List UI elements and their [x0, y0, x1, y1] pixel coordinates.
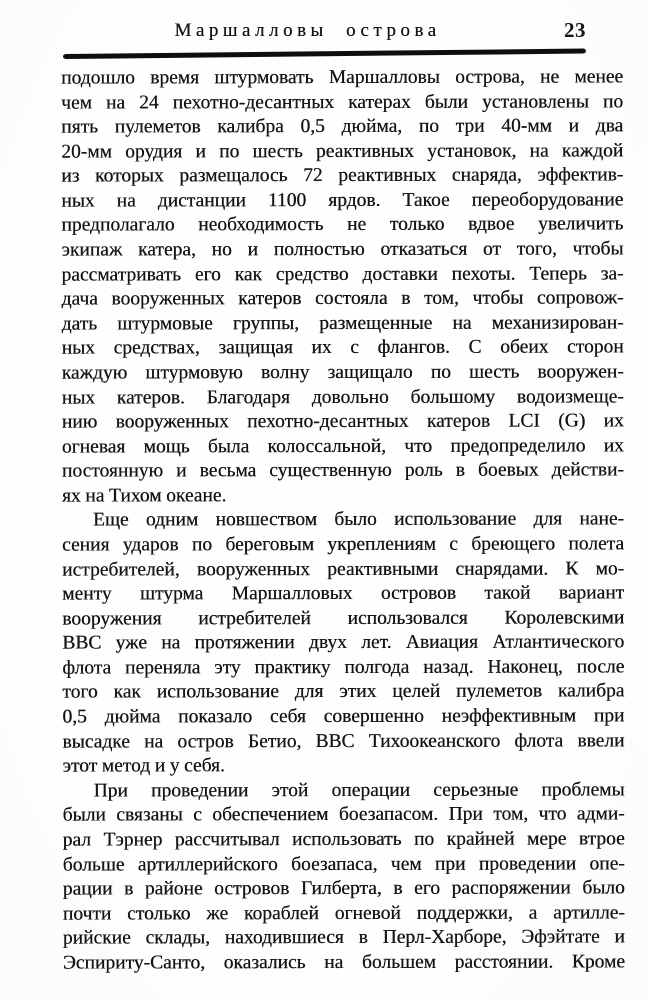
text-line: 0,5 дюйма показало себя совершенно неэффективным при: [62, 705, 625, 728]
text-line: ных катеров. Благодаря довольно большому водоизмеще-: [61, 385, 624, 409]
text-line: При проведении этой операции серьезные проблемы: [93, 779, 625, 802]
text-line: пять пулеметов калибра 0,5 дюйма, по три 40-мм и два: [61, 115, 624, 138]
body-text: [61, 65, 625, 976]
page-number: 23: [564, 18, 586, 42]
text-line: из которых размещалось 72 реактивных снаряда, эффектив-: [61, 164, 624, 187]
text-line: рал Тэрнер рассчитывал использовать по крайней мере втрое: [62, 828, 625, 851]
text-line: этот метод и у себя.: [62, 755, 225, 777]
text-line: были связаны с обеспечением боезапасом. При том, что адми-: [62, 803, 625, 826]
text-line: ных на дистанции 1100 ярдов. Такое переоборудование: [61, 189, 624, 212]
text-line: дать штурмовые группы, размещенные на механизирован-: [61, 312, 624, 335]
paragraph: [62, 508, 625, 780]
text-line: огневая мощь была колоссальной, что предопределило их: [61, 435, 624, 458]
text-line: ях на Тихом океане.: [61, 485, 227, 507]
text-line: Эспириту-Санто, оказались на большем расстоянии. Кроме: [62, 951, 625, 974]
text-line: рассматривать его как средство доставки пехоты. Теперь за-: [61, 263, 624, 286]
text-line: дача вооруженных катеров состояла в том, чтобы сопровож-: [61, 287, 624, 310]
running-header: [63, 20, 586, 46]
text-line: менту штурма Маршалловых островов такой вариант: [62, 582, 625, 605]
text-line: 20-мм орудия и по шесть реактивных установок, на каждой: [61, 140, 624, 163]
text-line: рийские склады, находившиеся в Перл-Харборе, Эфэйтате и: [62, 926, 625, 949]
text-line: вооружения истребителей использовался Королевскими: [62, 607, 625, 630]
text-line: Еще одним новшеством было использование для нане-: [92, 508, 625, 531]
text-line: чем на 24 пехотно-десантных катерах были установлены по: [61, 90, 624, 114]
text-line: истребителей, вооруженных реактивными снарядами. К мо-: [62, 557, 625, 581]
text-line: предполагало необходимость не только вдвое увеличить: [61, 213, 624, 237]
text-line: сения ударов по береговым укреплениям с бреющего полета: [62, 533, 625, 556]
text-line: флота переняла эту практику полгода назад. Наконец, после: [62, 656, 625, 679]
text-line: ВВС уже на протяжении двух лет. Авиация Атлантического: [62, 631, 625, 654]
text-line: постоянную и весьма существенную роль в боевых действи-: [61, 459, 624, 482]
running-header-title: Маршалловы острова: [174, 20, 441, 41]
text-line: подошло время штурмовать Маршалловы острова, не менее: [61, 66, 624, 89]
header-rule: [63, 49, 586, 59]
text-line: почти столько же кораблей огневой поддержки, а артилле-: [62, 902, 625, 925]
text-line: рации в районе островов Гилберта, в его распоряжении было: [62, 877, 625, 900]
text-line: экипаж катера, но и полностью отказаться от того, чтобы: [61, 238, 624, 261]
paragraph: [61, 65, 624, 509]
paragraph: [63, 778, 625, 976]
text-line: нию вооруженных пехотно-десантных катеров LCI (G) их: [61, 410, 624, 433]
text-line: больше артиллерийского боезапаса, чем при проведении опе-: [62, 852, 625, 876]
text-line: высадке на остров Бетио, ВВС Тихоокеанского флота ввели: [62, 730, 625, 753]
text-line: ных средствах, защищая их с флангов. С обеих сторон: [61, 336, 624, 359]
text-line: каждую штурмовую волну защищало по шесть вооружен-: [61, 361, 624, 384]
text-line: того как использование для этих целей пулеметов калибра: [62, 680, 625, 704]
